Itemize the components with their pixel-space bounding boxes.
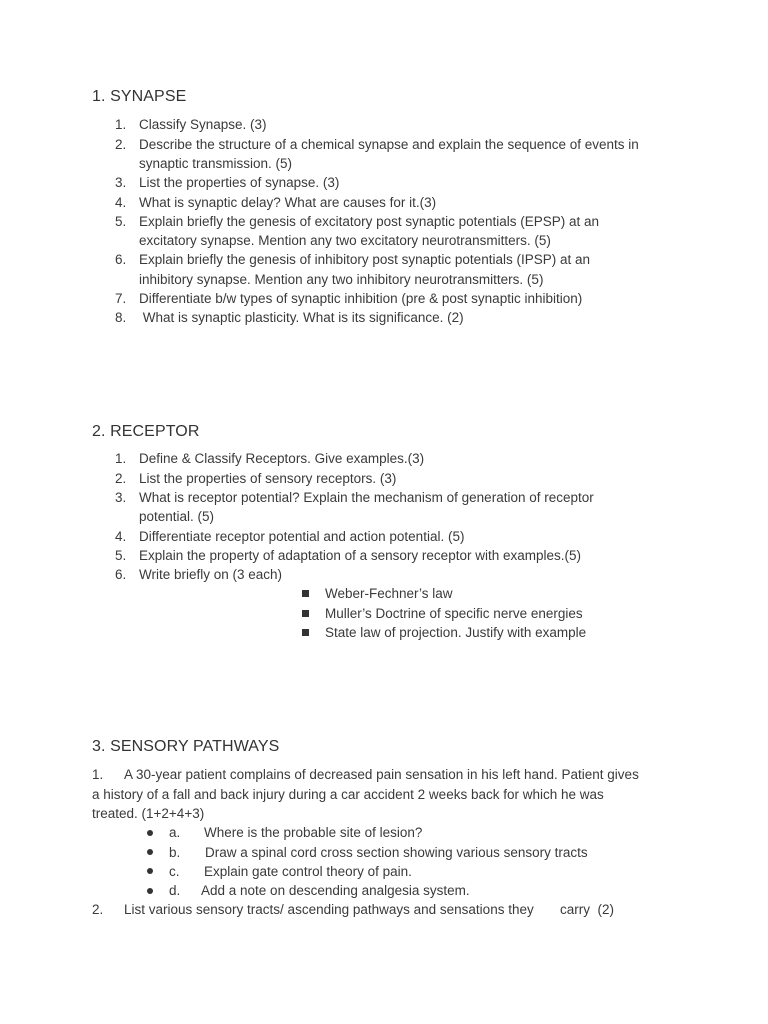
- item-text: Write briefly on (3 each): [139, 567, 283, 583]
- item-text: Explain briefly the genesis of excitatory post synaptic potentials (EPSP) at an: [139, 213, 599, 229]
- list-item: [0, 173, 768, 192]
- round-bullet-icon: [147, 830, 153, 836]
- receptor-question-list: [0, 449, 768, 642]
- item-number: 1.: [115, 451, 127, 467]
- list-item: [0, 527, 768, 546]
- square-bullet-icon: [302, 629, 309, 636]
- item-number: 7.: [115, 291, 127, 307]
- square-bullet-icon: [302, 590, 309, 597]
- item-number: 2.: [115, 136, 127, 152]
- list-item: [0, 308, 768, 327]
- sub-item-text: Weber-Fechner’s law: [325, 586, 453, 602]
- item-text: List various sensory tracts/ ascending pathways and sensations they carry (2): [124, 902, 614, 918]
- sub-item-letter: b.: [169, 844, 181, 860]
- item-text: Differentiate receptor potential and action potential. (5): [139, 528, 465, 544]
- item-text: What is synaptic plasticity. What is its significance. (2): [139, 310, 464, 326]
- item-number: 8.: [115, 310, 127, 326]
- item-number: 1.: [92, 767, 104, 783]
- list-item: [0, 115, 768, 134]
- sub-item-letter: c.: [169, 863, 180, 879]
- item-text: synaptic transmission. (5): [139, 155, 293, 171]
- item-text: potential. (5): [139, 509, 215, 525]
- sub-list-item: [0, 584, 768, 603]
- item-number: 4.: [115, 528, 127, 544]
- sub-item-text: Where is the probable site of lesion?: [204, 825, 423, 841]
- list-item: [0, 900, 768, 919]
- item-number: 4.: [115, 194, 127, 210]
- item-number: 2.: [115, 470, 127, 486]
- sensory-pathways-question-list: [0, 765, 768, 919]
- item-number: 6.: [115, 252, 127, 268]
- sub-list-item: [0, 623, 768, 642]
- sub-list-item: [0, 862, 768, 881]
- item-text: excitatory synapse. Mention any two excitatory neurotransmitters. (5): [139, 233, 551, 249]
- list-item-continuation: [0, 804, 768, 823]
- square-bullet-icon: [302, 610, 309, 617]
- sub-item-letter: a.: [169, 825, 181, 841]
- list-item-continuation: [0, 231, 768, 250]
- item-number: 6.: [115, 567, 127, 583]
- sub-item-letter: d.: [169, 883, 181, 899]
- item-text: What is synaptic delay? What are causes for it.(3): [139, 194, 437, 210]
- item-number: 3.: [115, 489, 127, 505]
- sub-list-item: [0, 881, 768, 900]
- sub-item-text: State law of projection. Justify with example: [325, 625, 587, 641]
- sub-item-text: Draw a spinal cord cross section showing various sensory tracts: [205, 844, 588, 860]
- round-bullet-icon: [147, 849, 153, 855]
- section-heading-sensory-pathways: 3. SENSORY PATHWAYS: [92, 738, 280, 755]
- list-item: [0, 289, 768, 308]
- synapse-question-list: [0, 115, 768, 327]
- item-text: A 30-year patient complains of decreased pain sensation in his left hand. Patient gives: [124, 767, 639, 783]
- list-item: [0, 546, 768, 565]
- round-bullet-icon: [147, 888, 153, 894]
- item-number: 5.: [115, 547, 127, 563]
- sub-item-text: Muller’s Doctrine of specific nerve energies: [325, 605, 583, 621]
- item-text: List the properties of sensory receptors. (3): [139, 470, 397, 486]
- item-text: inhibitory synapse. Mention any two inhibitory neurotransmitters. (5): [139, 271, 544, 287]
- item-number: 1.: [115, 117, 127, 133]
- item-text: a history of a fall and back injury during a car accident 2 weeks back for which he was: [92, 786, 604, 802]
- list-item-continuation: [0, 785, 768, 804]
- item-text: Explain briefly the genesis of inhibitory post synaptic potentials (IPSP) at an: [139, 252, 590, 268]
- sub-list-item: [0, 823, 768, 842]
- item-text: What is receptor potential? Explain the mechanism of generation of receptor: [139, 489, 594, 505]
- item-number: 3.: [115, 175, 127, 191]
- item-text: treated. (1+2+4+3): [92, 805, 205, 821]
- list-item: [0, 469, 768, 488]
- item-number: 5.: [115, 213, 127, 229]
- sub-list-item: [0, 843, 768, 862]
- item-text: Differentiate b/w types of synaptic inhibition (pre & post synaptic inhibition): [139, 291, 583, 307]
- list-item: [0, 193, 768, 212]
- item-text: Define & Classify Receptors. Give examples.(3): [139, 451, 425, 467]
- list-item: [0, 135, 768, 154]
- list-item: [0, 488, 768, 507]
- list-item: [0, 449, 768, 468]
- list-item-continuation: [0, 507, 768, 526]
- list-item-continuation: [0, 270, 768, 289]
- section-heading-receptor: 2. RECEPTOR: [92, 423, 200, 440]
- section-heading-synapse: 1. SYNAPSE: [92, 88, 187, 105]
- sub-item-text: Explain gate control theory of pain.: [204, 863, 412, 879]
- list-item: [0, 212, 768, 231]
- item-text: Describe the structure of a chemical synapse and explain the sequence of events in: [139, 136, 639, 152]
- sub-list-item: [0, 604, 768, 623]
- item-number: 2.: [92, 902, 104, 918]
- sub-item-text: Add a note on descending analgesia system.: [201, 883, 470, 899]
- item-text: List the properties of synapse. (3): [139, 175, 340, 191]
- item-text: Explain the property of adaptation of a sensory receptor with examples.(5): [139, 547, 581, 563]
- item-text: Classify Synapse. (3): [139, 117, 267, 133]
- list-item-continuation: [0, 154, 768, 173]
- list-item: [0, 565, 768, 584]
- list-item: [0, 765, 768, 784]
- list-item: [0, 250, 768, 269]
- round-bullet-icon: [147, 868, 153, 874]
